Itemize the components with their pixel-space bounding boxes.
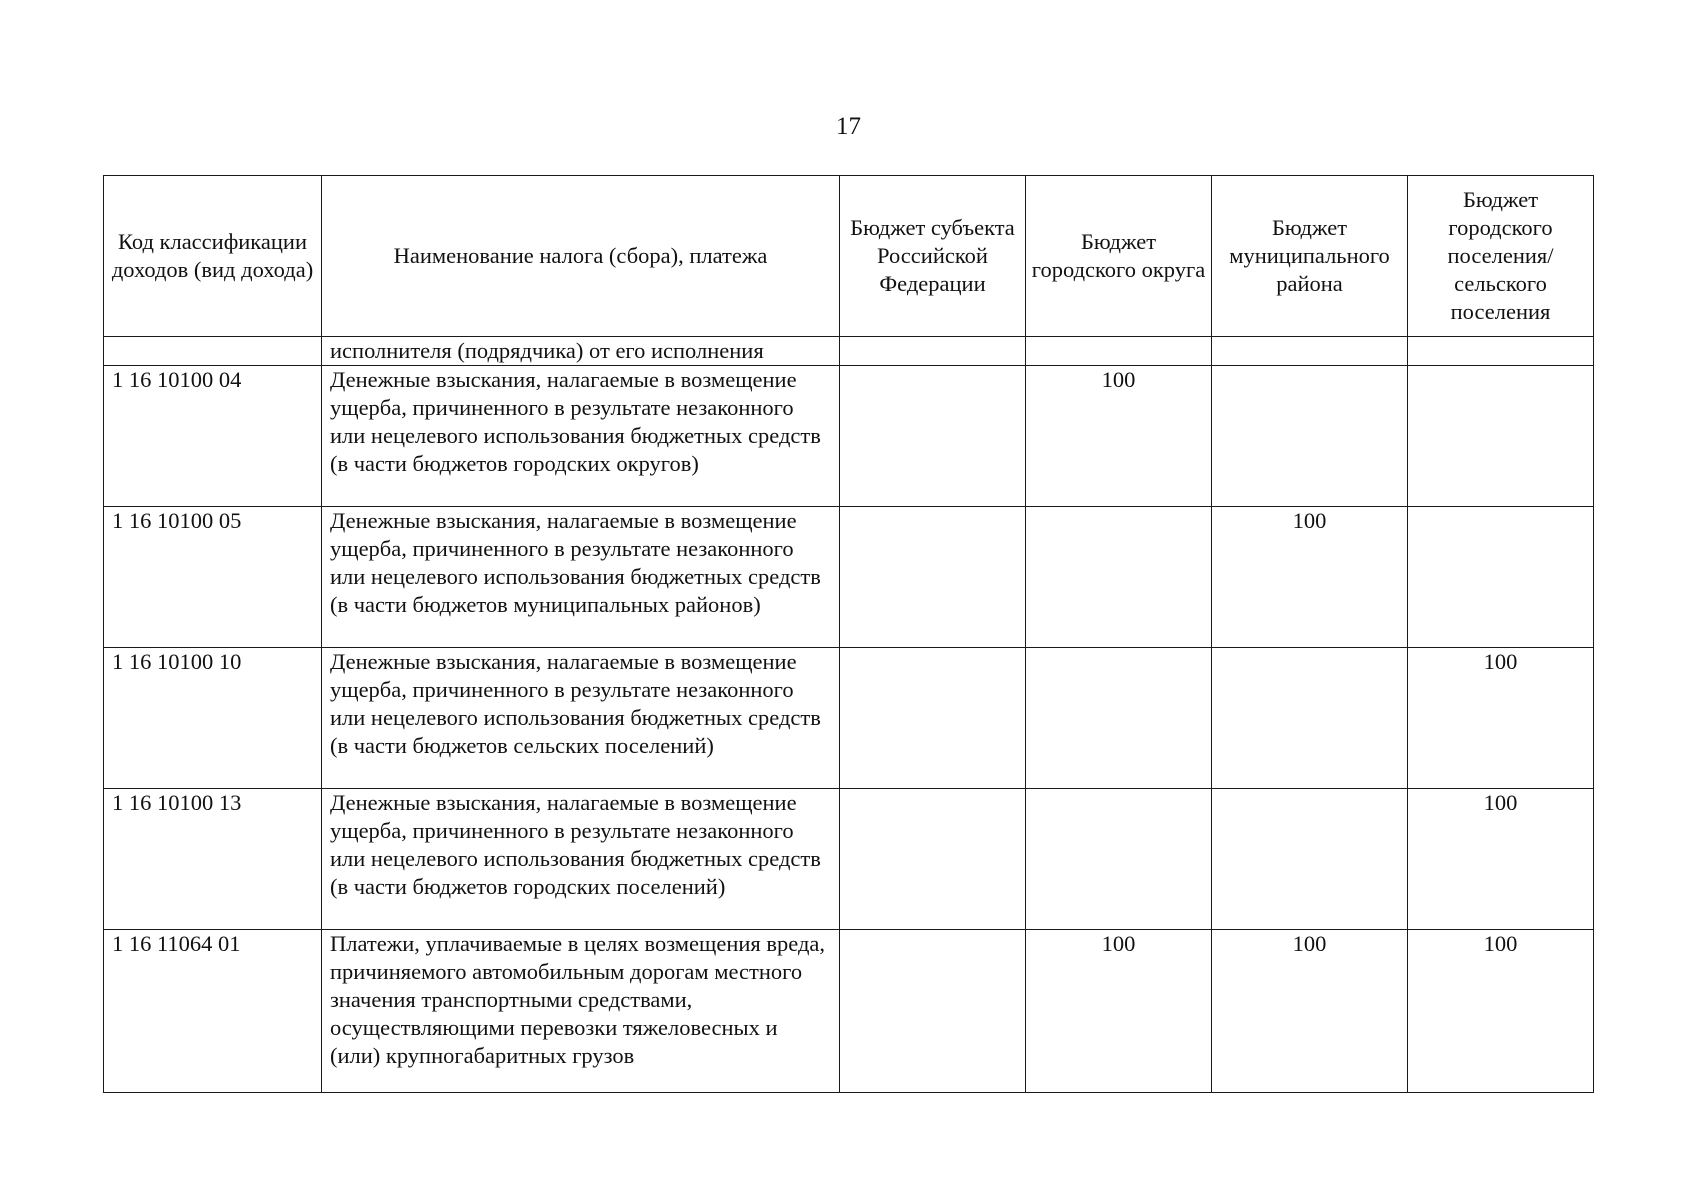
cell-name: Денежные взыскания, налагаемые в возмещение ущерба, причиненного в результате незаконного или нецелевого использования бюджетных средств (в части бюджетов городских поселений) bbox=[322, 789, 840, 930]
cell-name: Платежи, уплачиваемые в целях возмещения вреда, причиняемого автомобильным дорогам местного значения транспортными средствами, осуществляющими перевозки тяжеловесных и (или) крупногабаритных грузов bbox=[322, 930, 840, 1093]
cell-name: Денежные взыскания, налагаемые в возмещение ущерба, причиненного в результате незаконного или нецелевого использования бюджетных средств (в части бюджетов городских округов) bbox=[322, 366, 840, 507]
cell-code: 1 16 10100 10 bbox=[104, 648, 322, 789]
cell-name: исполнителя (подрядчика) от его исполнения bbox=[322, 337, 840, 366]
table-row bbox=[104, 366, 1594, 507]
header-subject-budget: Бюджет субъекта Российской Федерации bbox=[840, 176, 1026, 337]
cell-municipal-district bbox=[1212, 648, 1408, 789]
revenue-distribution-table bbox=[103, 175, 1594, 1093]
cell-settlement bbox=[1408, 337, 1594, 366]
table-row bbox=[104, 507, 1594, 648]
cell-subject bbox=[840, 337, 1026, 366]
cell-city-district bbox=[1026, 507, 1212, 648]
cell-municipal-district bbox=[1212, 789, 1408, 930]
table-header-row bbox=[104, 176, 1594, 337]
header-code: Код классификации доходов (вид дохода) bbox=[104, 176, 322, 337]
table-row-continuation bbox=[104, 337, 1594, 366]
cell-code: 1 16 10100 05 bbox=[104, 507, 322, 648]
cell-subject bbox=[840, 930, 1026, 1093]
cell-code: 1 16 11064 01 bbox=[104, 930, 322, 1093]
cell-code: 1 16 10100 04 bbox=[104, 366, 322, 507]
header-city-district-budget: Бюджет городского округа bbox=[1026, 176, 1212, 337]
cell-settlement: 100 bbox=[1408, 789, 1594, 930]
cell-subject bbox=[840, 789, 1026, 930]
cell-subject bbox=[840, 648, 1026, 789]
cell-subject bbox=[840, 507, 1026, 648]
table-row bbox=[104, 648, 1594, 789]
cell-settlement bbox=[1408, 366, 1594, 507]
header-municipal-district-budget: Бюджет муниципального района bbox=[1212, 176, 1408, 337]
cell-municipal-district bbox=[1212, 337, 1408, 366]
cell-name: Денежные взыскания, налагаемые в возмещение ущерба, причиненного в результате незаконного или нецелевого использования бюджетных средств (в части бюджетов сельских поселений) bbox=[322, 648, 840, 789]
cell-municipal-district: 100 bbox=[1212, 507, 1408, 648]
cell-subject bbox=[840, 366, 1026, 507]
cell-city-district: 100 bbox=[1026, 930, 1212, 1093]
cell-settlement: 100 bbox=[1408, 930, 1594, 1093]
cell-municipal-district: 100 bbox=[1212, 930, 1408, 1093]
header-settlement-budget: Бюджет городского поселения/ сельского поселения bbox=[1408, 176, 1594, 337]
cell-city-district bbox=[1026, 337, 1212, 366]
cell-settlement bbox=[1408, 507, 1594, 648]
cell-municipal-district bbox=[1212, 366, 1408, 507]
cell-city-district bbox=[1026, 648, 1212, 789]
cell-settlement: 100 bbox=[1408, 648, 1594, 789]
header-name: Наименование налога (сбора), платежа bbox=[322, 176, 840, 337]
table-row bbox=[104, 789, 1594, 930]
cell-code bbox=[104, 337, 322, 366]
cell-city-district: 100 bbox=[1026, 366, 1212, 507]
table-row bbox=[104, 930, 1594, 1093]
page-number: 17 bbox=[836, 113, 861, 140]
cell-name: Денежные взыскания, налагаемые в возмещение ущерба, причиненного в результате незаконного или нецелевого использования бюджетных средств (в части бюджетов муниципальных районов) bbox=[322, 507, 840, 648]
cell-city-district bbox=[1026, 789, 1212, 930]
cell-code: 1 16 10100 13 bbox=[104, 789, 322, 930]
